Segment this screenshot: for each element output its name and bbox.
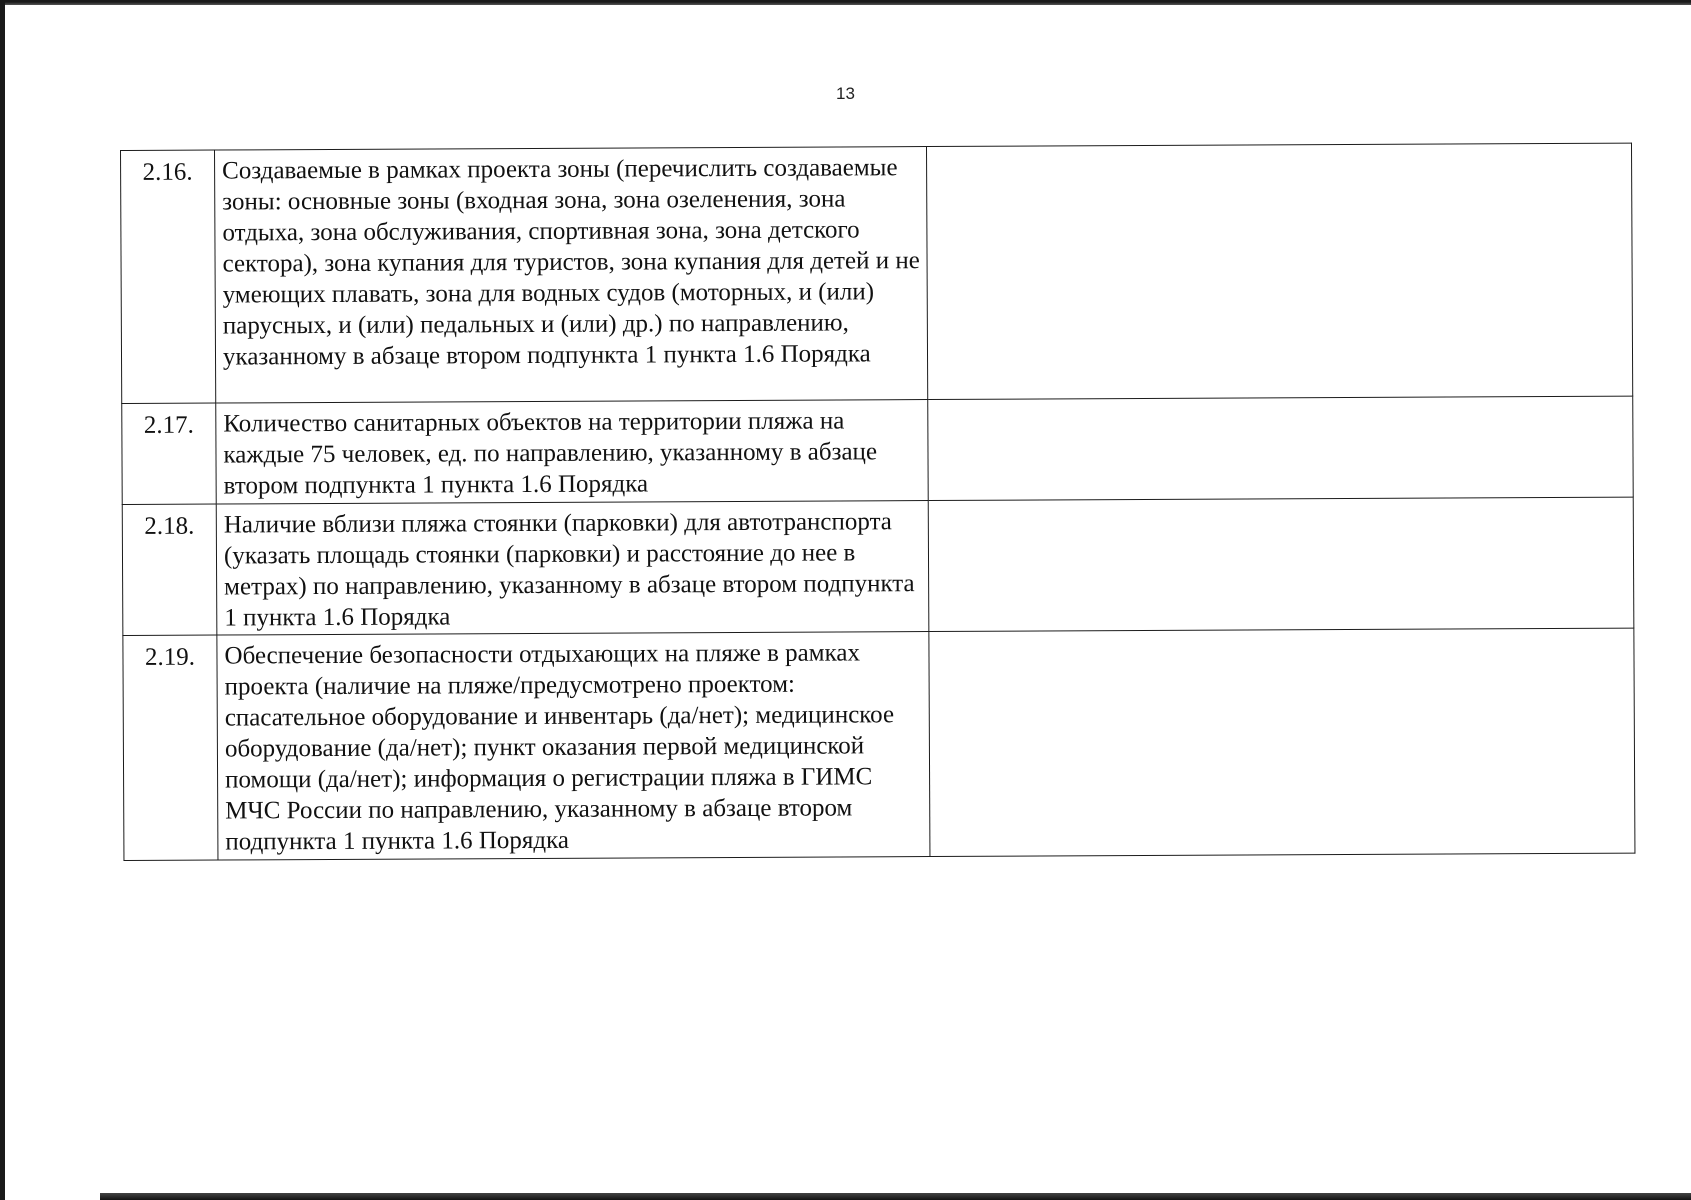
requirements-table bbox=[120, 143, 1635, 861]
table-row bbox=[123, 628, 1635, 860]
scan-edge-top bbox=[0, 0, 1691, 5]
scan-edge-left bbox=[0, 0, 5, 1200]
row-value-cell bbox=[928, 497, 1634, 631]
scan-edge-bottom bbox=[100, 1193, 1691, 1200]
table-row bbox=[122, 497, 1634, 635]
row-value-cell bbox=[929, 628, 1635, 856]
row-description: Количество санитарных объектов на территории пляжа на каждые 75 человек, ед. по направлению, указанному в абзаце втором подпункта 1 пункта 1.6 Порядка bbox=[216, 400, 928, 504]
row-description: Создаваемые в рамках проекта зоны (перечислить создаваемые зоны: основные зоны (входная зона, зона озеленения, зона отдыха, зона обслуживания, спортивная зона, зона детского сектора), зона купания для туристов, зона купания для детей и не умеющих плавать, зона для водных судов (моторных, и (или) парусных, и (или) педальных и (или) др.) по направлению, указанному в абзаце втором подпункта 1 пункта 1.6 Порядка bbox=[215, 147, 928, 403]
row-description: Обеспечение безопасности отдыхающих на пляже в рамках проекта (наличие на пляже/предусмотрено проектом: спасательное оборудование и инвентарь (да/нет); медицинское оборудование (да/нет); пункт оказания первой медицинской помощи (да/нет); информация о регистрации пляжа в ГИМС МЧС России по направлению, указанному в абзаце втором подпункта 1 пункта 1.6 Порядка bbox=[217, 632, 930, 860]
row-value-cell bbox=[928, 396, 1633, 500]
page-number: 13 bbox=[836, 84, 855, 103]
row-number: 2.17. bbox=[122, 403, 216, 504]
row-number: 2.19. bbox=[123, 635, 218, 860]
table-row bbox=[122, 396, 1633, 504]
row-description: Наличие вблизи пляжа стоянки (парковки) для автотранспорта (указать площадь стоянки (парковки) и расстояние до нее в метрах) по направлению, указанному в абзаце втором подпункта 1 пункта 1.6 Порядка bbox=[216, 501, 929, 635]
table-row bbox=[121, 143, 1633, 403]
row-number: 2.16. bbox=[121, 150, 216, 403]
row-number: 2.18. bbox=[122, 504, 217, 635]
row-value-cell bbox=[926, 143, 1632, 399]
